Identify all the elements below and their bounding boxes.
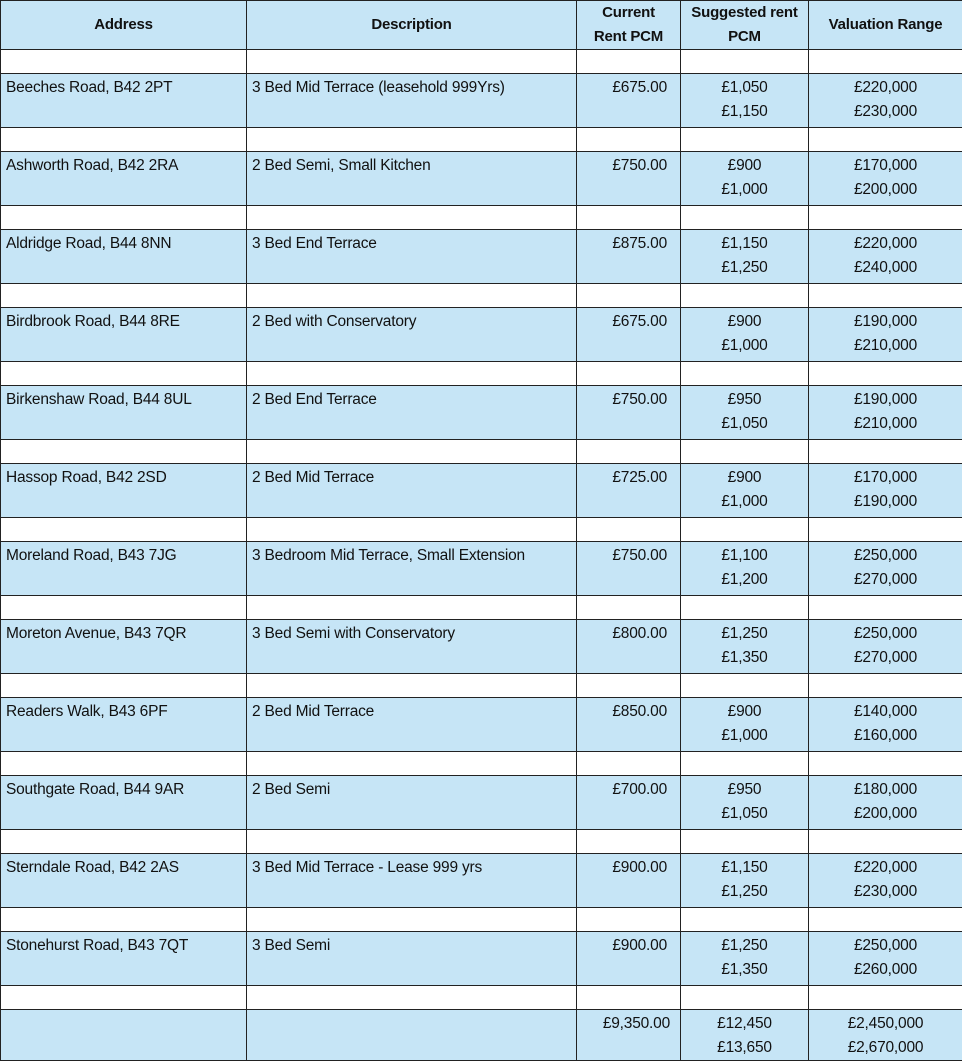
empty-cell[interactable] <box>1 986 247 1010</box>
current-rent-cell[interactable]: £850.00 <box>577 698 681 752</box>
suggested-rent-low: £1,100 <box>681 544 808 568</box>
empty-cell[interactable] <box>681 986 809 1010</box>
current-rent-cell[interactable]: £900.00 <box>577 932 681 986</box>
empty-cell[interactable] <box>1 128 247 152</box>
empty-cell[interactable] <box>577 362 681 386</box>
valuation-range-cell[interactable] <box>809 854 962 908</box>
empty-cell[interactable] <box>681 674 809 698</box>
suggested-rent-cell[interactable] <box>681 620 809 674</box>
empty-cell[interactable] <box>247 362 577 386</box>
table-row <box>1 152 962 206</box>
empty-cell[interactable] <box>681 50 809 74</box>
suggested-rent-low: £900 <box>681 310 808 334</box>
empty-cell[interactable] <box>1 206 247 230</box>
empty-cell[interactable] <box>1 440 247 464</box>
suggested-rent-high: £1,200 <box>681 568 808 592</box>
suggested-rent-low: £1,150 <box>681 856 808 880</box>
suggested-rent-cell[interactable] <box>681 932 809 986</box>
empty-cell[interactable] <box>577 284 681 308</box>
empty-cell[interactable] <box>247 752 577 776</box>
valuation-low: £190,000 <box>809 388 962 412</box>
empty-cell[interactable] <box>577 440 681 464</box>
description-cell[interactable]: 3 Bed Mid Terrace (leasehold 999Yrs) <box>247 74 577 128</box>
empty-cell[interactable] <box>1 518 247 542</box>
valuation-range-cell[interactable] <box>809 932 962 986</box>
current-rent-cell[interactable]: £875.00 <box>577 230 681 284</box>
empty-cell[interactable] <box>809 518 962 542</box>
address-cell[interactable]: Southgate Road, B44 9AR <box>1 776 247 830</box>
spacer-row <box>1 518 962 542</box>
current-rent-cell[interactable]: £750.00 <box>577 542 681 596</box>
current-rent-cell[interactable]: £675.00 <box>577 74 681 128</box>
empty-cell[interactable] <box>247 284 577 308</box>
valuation-high: £190,000 <box>809 490 962 514</box>
address-cell[interactable]: Stonehurst Road, B43 7QT <box>1 932 247 986</box>
totals-row <box>1 1010 962 1061</box>
suggested-rent-high: £1,000 <box>681 334 808 358</box>
empty-cell[interactable] <box>681 440 809 464</box>
valuation-range-cell[interactable] <box>809 230 962 284</box>
header-current-rent-line2: Rent PCM <box>577 25 680 49</box>
valuation-high: £260,000 <box>809 958 962 982</box>
header-suggested-rent[interactable] <box>681 1 809 50</box>
address-cell[interactable]: Moreland Road, B43 7JG <box>1 542 247 596</box>
suggested-rent-cell[interactable] <box>681 776 809 830</box>
description-cell[interactable]: 2 Bed Mid Terrace <box>247 464 577 518</box>
spacer-row <box>1 440 962 464</box>
empty-cell[interactable] <box>681 596 809 620</box>
description-cell[interactable]: 3 Bed End Terrace <box>247 230 577 284</box>
header-suggested-rent-line1: Suggested rent <box>681 1 808 25</box>
empty-cell[interactable] <box>1 830 247 854</box>
spacer-row <box>1 674 962 698</box>
address-cell[interactable]: Birkenshaw Road, B44 8UL <box>1 386 247 440</box>
suggested-rent-cell[interactable] <box>681 74 809 128</box>
header-current-rent[interactable] <box>577 1 681 50</box>
suggested-rent-high: £1,350 <box>681 646 808 670</box>
table-row <box>1 620 962 674</box>
header-valuation-range[interactable]: Valuation Range <box>809 1 962 50</box>
valuation-high: £230,000 <box>809 880 962 904</box>
suggested-rent-low: £950 <box>681 388 808 412</box>
valuation-low: £220,000 <box>809 76 962 100</box>
spacer-row <box>1 830 962 854</box>
address-cell[interactable]: Birdbrook Road, B44 8RE <box>1 308 247 362</box>
header-current-rent-line1: Current <box>577 1 680 25</box>
suggested-rent-cell[interactable] <box>681 698 809 752</box>
valuation-range-cell[interactable] <box>809 152 962 206</box>
spacer-row <box>1 284 962 308</box>
empty-cell[interactable] <box>1 50 247 74</box>
total-suggested-low: £12,450 <box>681 1012 808 1036</box>
valuation-high: £200,000 <box>809 178 962 202</box>
total-suggested-high: £13,650 <box>681 1036 808 1060</box>
table-body <box>1 50 962 1061</box>
valuation-high: £160,000 <box>809 724 962 748</box>
suggested-rent-cell[interactable] <box>681 542 809 596</box>
valuation-high: £210,000 <box>809 412 962 436</box>
current-rent-cell[interactable]: £725.00 <box>577 464 681 518</box>
table-row <box>1 386 962 440</box>
valuation-low: £140,000 <box>809 700 962 724</box>
suggested-rent-high: £1,350 <box>681 958 808 982</box>
spacer-row <box>1 50 962 74</box>
total-valuation-low: £2,450,000 <box>809 1012 962 1036</box>
empty-cell[interactable] <box>1 284 247 308</box>
valuation-low: £170,000 <box>809 466 962 490</box>
description-cell[interactable]: 3 Bed Mid Terrace - Lease 999 yrs <box>247 854 577 908</box>
description-cell[interactable]: 3 Bedroom Mid Terrace, Small Extension <box>247 542 577 596</box>
spacer-row <box>1 128 962 152</box>
suggested-rent-low: £1,150 <box>681 232 808 256</box>
address-cell[interactable]: Aldridge Road, B44 8NN <box>1 230 247 284</box>
empty-cell[interactable] <box>577 128 681 152</box>
valuation-low: £250,000 <box>809 934 962 958</box>
valuation-range-cell[interactable] <box>809 776 962 830</box>
suggested-rent-high: £1,050 <box>681 412 808 436</box>
empty-cell[interactable] <box>809 440 962 464</box>
address-cell[interactable]: Sterndale Road, B42 2AS <box>1 854 247 908</box>
current-rent-cell[interactable]: £675.00 <box>577 308 681 362</box>
table-row <box>1 698 962 752</box>
empty-cell[interactable] <box>247 518 577 542</box>
empty-cell[interactable] <box>809 986 962 1010</box>
description-cell[interactable]: 3 Bed Semi <box>247 932 577 986</box>
table-row <box>1 542 962 596</box>
total-valuation-range-cell[interactable] <box>809 1010 962 1061</box>
table-row <box>1 854 962 908</box>
empty-cell[interactable] <box>809 596 962 620</box>
spacer-row <box>1 752 962 776</box>
empty-cell[interactable] <box>247 128 577 152</box>
spacer-row <box>1 986 962 1010</box>
empty-cell[interactable] <box>809 830 962 854</box>
description-cell[interactable]: 2 Bed Mid Terrace <box>247 698 577 752</box>
address-cell[interactable]: Readers Walk, B43 6PF <box>1 698 247 752</box>
table-row <box>1 932 962 986</box>
empty-cell[interactable] <box>681 752 809 776</box>
empty-cell[interactable] <box>577 752 681 776</box>
address-cell[interactable]: Ashworth Road, B42 2RA <box>1 152 247 206</box>
empty-cell[interactable] <box>809 284 962 308</box>
valuation-range-cell[interactable] <box>809 464 962 518</box>
empty-cell[interactable] <box>681 908 809 932</box>
totals-empty-cell[interactable] <box>1 1010 247 1061</box>
empty-cell[interactable] <box>1 908 247 932</box>
empty-cell[interactable] <box>247 440 577 464</box>
suggested-rent-low: £1,250 <box>681 622 808 646</box>
total-valuation-high: £2,670,000 <box>809 1036 962 1060</box>
header-description[interactable]: Description <box>247 1 577 50</box>
empty-cell[interactable] <box>247 908 577 932</box>
valuation-low: £250,000 <box>809 544 962 568</box>
suggested-rent-cell[interactable] <box>681 464 809 518</box>
valuation-range-cell[interactable] <box>809 542 962 596</box>
valuation-high: £270,000 <box>809 646 962 670</box>
total-suggested-rent-cell[interactable] <box>681 1010 809 1061</box>
suggested-rent-high: £1,250 <box>681 880 808 904</box>
empty-cell[interactable] <box>681 284 809 308</box>
empty-cell[interactable] <box>577 986 681 1010</box>
description-cell[interactable]: 2 Bed Semi <box>247 776 577 830</box>
empty-cell[interactable] <box>247 50 577 74</box>
suggested-rent-high: £1,000 <box>681 178 808 202</box>
spacer-row <box>1 596 962 620</box>
empty-cell[interactable] <box>809 206 962 230</box>
valuation-high: £270,000 <box>809 568 962 592</box>
empty-cell[interactable] <box>681 128 809 152</box>
current-rent-cell[interactable]: £800.00 <box>577 620 681 674</box>
description-cell[interactable]: 2 Bed Semi, Small Kitchen <box>247 152 577 206</box>
suggested-rent-low: £900 <box>681 154 808 178</box>
valuation-high: £210,000 <box>809 334 962 358</box>
address-cell[interactable]: Moreton Avenue, B43 7QR <box>1 620 247 674</box>
table-row <box>1 464 962 518</box>
current-rent-cell[interactable]: £750.00 <box>577 386 681 440</box>
empty-cell[interactable] <box>247 674 577 698</box>
suggested-rent-high: £1,150 <box>681 100 808 124</box>
suggested-rent-cell[interactable] <box>681 854 809 908</box>
empty-cell[interactable] <box>1 674 247 698</box>
suggested-rent-high: £1,050 <box>681 802 808 826</box>
empty-cell[interactable] <box>577 830 681 854</box>
empty-cell[interactable] <box>681 362 809 386</box>
valuation-range-cell[interactable] <box>809 74 962 128</box>
empty-cell[interactable] <box>1 362 247 386</box>
empty-cell[interactable] <box>577 50 681 74</box>
suggested-rent-low: £900 <box>681 466 808 490</box>
empty-cell[interactable] <box>681 206 809 230</box>
suggested-rent-cell[interactable] <box>681 230 809 284</box>
empty-cell[interactable] <box>577 518 681 542</box>
suggested-rent-low: £900 <box>681 700 808 724</box>
empty-cell[interactable] <box>247 206 577 230</box>
total-current-rent-cell[interactable]: £9,350.00 <box>577 1010 681 1061</box>
valuation-range-cell[interactable] <box>809 620 962 674</box>
suggested-rent-high: £1,000 <box>681 724 808 748</box>
valuation-low: £250,000 <box>809 622 962 646</box>
table-row <box>1 230 962 284</box>
valuation-low: £180,000 <box>809 778 962 802</box>
empty-cell[interactable] <box>681 830 809 854</box>
suggested-rent-high: £1,250 <box>681 256 808 280</box>
empty-cell[interactable] <box>809 50 962 74</box>
spacer-row <box>1 908 962 932</box>
empty-cell[interactable] <box>809 674 962 698</box>
empty-cell[interactable] <box>1 752 247 776</box>
empty-cell[interactable] <box>577 908 681 932</box>
valuation-high: £240,000 <box>809 256 962 280</box>
table-row <box>1 776 962 830</box>
current-rent-cell[interactable]: £900.00 <box>577 854 681 908</box>
address-cell[interactable]: Beeches Road, B42 2PT <box>1 74 247 128</box>
suggested-rent-cell[interactable] <box>681 386 809 440</box>
valuation-low: £220,000 <box>809 232 962 256</box>
empty-cell[interactable] <box>681 518 809 542</box>
suggested-rent-low: £1,050 <box>681 76 808 100</box>
header-suggested-rent-line2: PCM <box>681 25 808 49</box>
suggested-rent-cell[interactable] <box>681 152 809 206</box>
description-cell[interactable]: 2 Bed End Terrace <box>247 386 577 440</box>
table-row <box>1 74 962 128</box>
header-address[interactable]: Address <box>1 1 247 50</box>
empty-cell[interactable] <box>247 830 577 854</box>
spacer-row <box>1 206 962 230</box>
empty-cell[interactable] <box>577 674 681 698</box>
description-cell[interactable]: 2 Bed with Conservatory <box>247 308 577 362</box>
totals-empty-cell[interactable] <box>247 1010 577 1061</box>
description-cell[interactable]: 3 Bed Semi with Conservatory <box>247 620 577 674</box>
address-cell[interactable]: Hassop Road, B42 2SD <box>1 464 247 518</box>
valuation-high: £200,000 <box>809 802 962 826</box>
current-rent-cell[interactable]: £750.00 <box>577 152 681 206</box>
suggested-rent-high: £1,000 <box>681 490 808 514</box>
valuation-low: £220,000 <box>809 856 962 880</box>
empty-cell[interactable] <box>809 128 962 152</box>
valuation-low: £170,000 <box>809 154 962 178</box>
suggested-rent-cell[interactable] <box>681 308 809 362</box>
valuation-high: £230,000 <box>809 100 962 124</box>
empty-cell[interactable] <box>247 986 577 1010</box>
current-rent-cell[interactable]: £700.00 <box>577 776 681 830</box>
valuation-low: £190,000 <box>809 310 962 334</box>
empty-cell[interactable] <box>577 596 681 620</box>
empty-cell[interactable] <box>247 596 577 620</box>
empty-cell[interactable] <box>809 908 962 932</box>
empty-cell[interactable] <box>809 362 962 386</box>
valuation-range-cell[interactable] <box>809 386 962 440</box>
valuation-range-cell[interactable] <box>809 308 962 362</box>
empty-cell[interactable] <box>809 752 962 776</box>
suggested-rent-low: £950 <box>681 778 808 802</box>
empty-cell[interactable] <box>1 596 247 620</box>
empty-cell[interactable] <box>577 206 681 230</box>
spacer-row <box>1 362 962 386</box>
header-row <box>1 1 962 50</box>
suggested-rent-low: £1,250 <box>681 934 808 958</box>
valuation-range-cell[interactable] <box>809 698 962 752</box>
table-row <box>1 308 962 362</box>
